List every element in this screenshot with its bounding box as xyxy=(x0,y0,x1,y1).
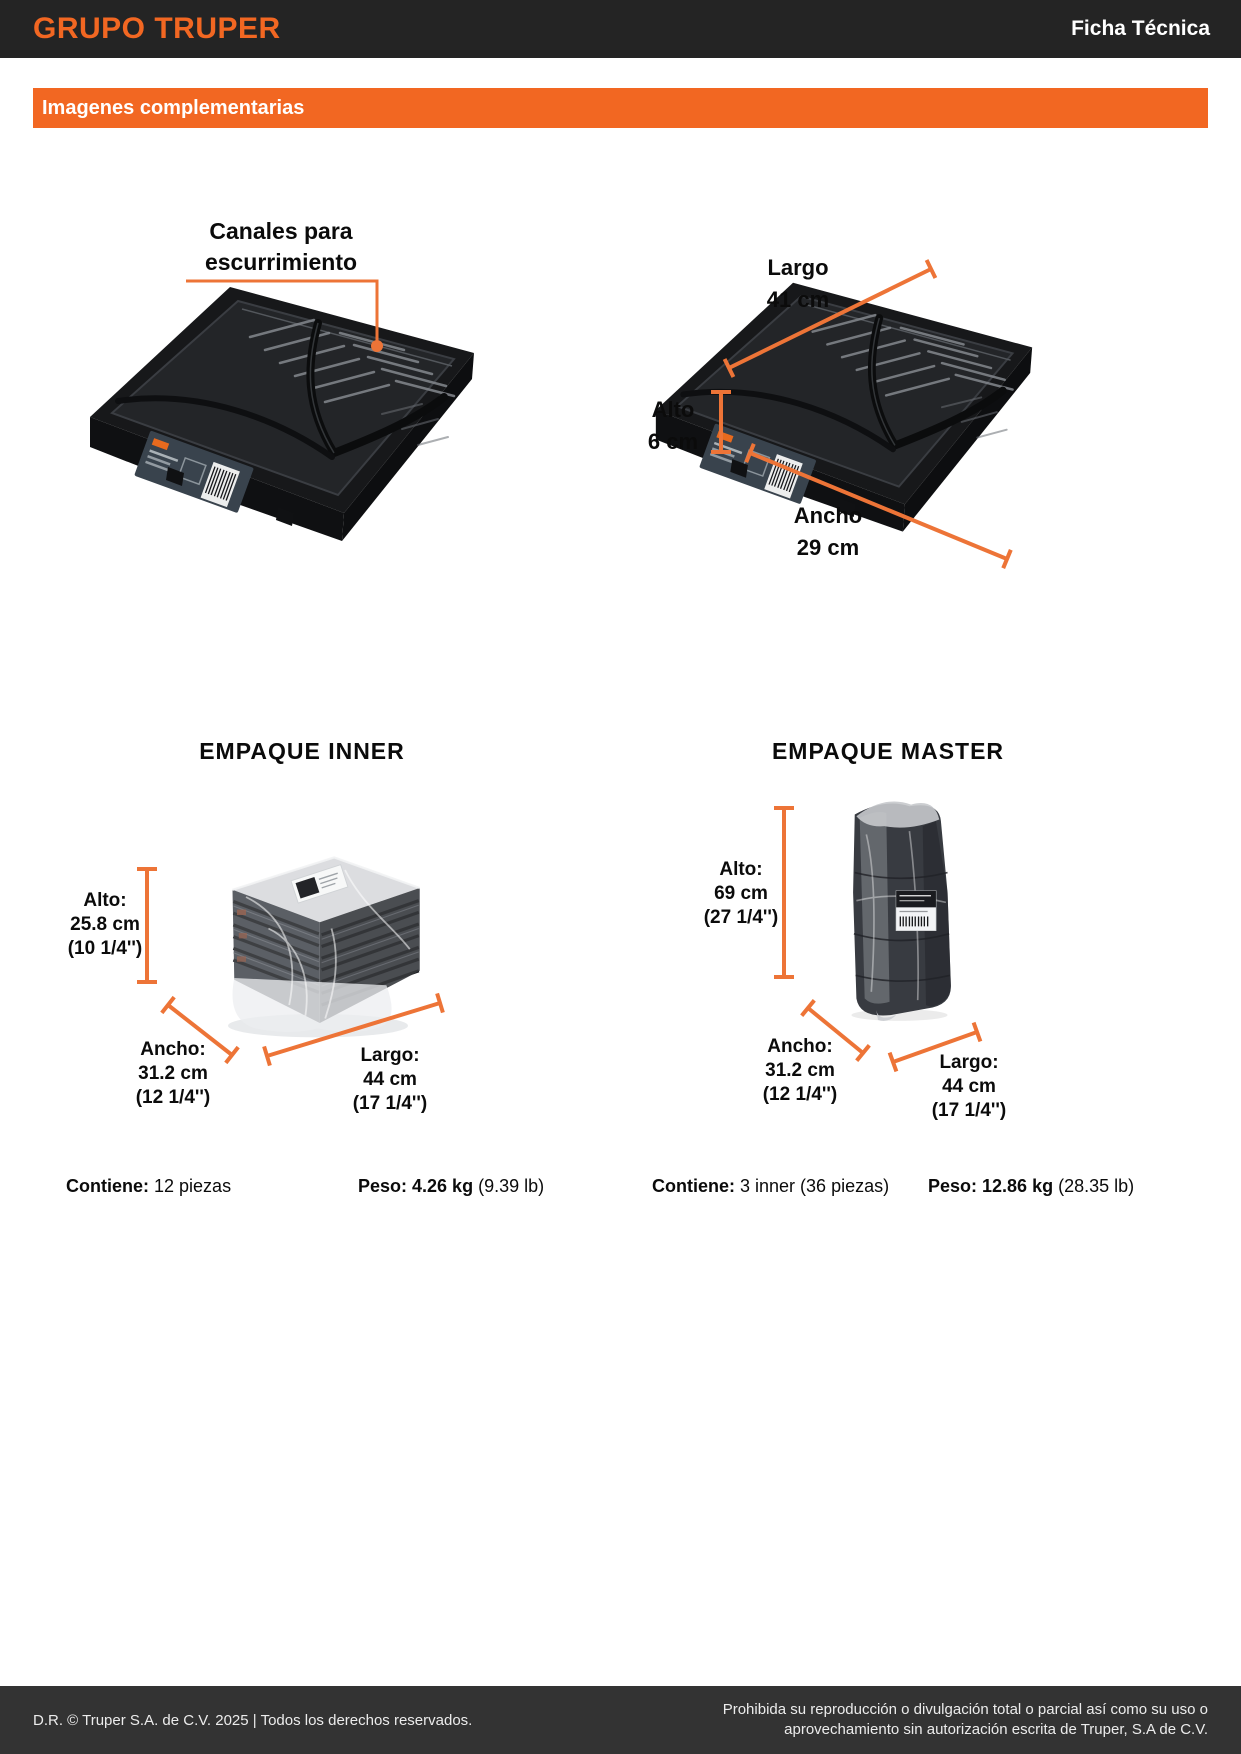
dim-largo-name: Largo xyxy=(767,255,829,280)
master-largo-cm: 44 cm xyxy=(942,1076,996,1097)
master-pack-illustration xyxy=(814,793,980,1025)
inner-ancho-name: Ancho: xyxy=(140,1039,206,1060)
dim-ancho-name: Ancho xyxy=(793,503,863,528)
inner-weight-row xyxy=(358,1176,544,1197)
inner-largo-in: (17 1/4'') xyxy=(352,1093,428,1114)
inner-pack-illustration xyxy=(175,843,443,1041)
inner-pack-title: EMPAQUE INNER xyxy=(199,738,405,764)
master-largo-name: Largo: xyxy=(939,1052,999,1073)
inner-alto-name: Alto: xyxy=(83,890,127,911)
footer-legal xyxy=(723,1700,1208,1740)
inner-largo-cm: 44 cm xyxy=(363,1069,417,1090)
footer-copyright: D.R. © Truper S.A. de C.V. 2025 | Todos los derechos reservados. xyxy=(33,1711,473,1729)
inner-alto-cm: 25.8 cm xyxy=(70,914,140,935)
inner-ancho-in: (12 1/4'') xyxy=(135,1087,211,1108)
master-alto-in: (27 1/4'') xyxy=(703,907,779,928)
section-banner-title: Imagenes complementarias xyxy=(42,96,305,119)
inner-contains-label: Contiene: xyxy=(66,1176,149,1196)
inner-weight-value: Peso: 4.26 kg xyxy=(358,1176,474,1196)
master-weight-note: (28.35 lb) xyxy=(1058,1176,1135,1196)
master-dim-ancho xyxy=(740,1035,860,1107)
dim-ancho-value: 29 cm xyxy=(796,535,860,560)
inner-contains-value: 12 piezas xyxy=(154,1176,232,1196)
callout-drain-channels xyxy=(171,216,391,278)
inner-largo-name: Largo: xyxy=(360,1045,420,1066)
master-ancho-name: Ancho: xyxy=(767,1036,833,1057)
header-bar xyxy=(0,0,1241,58)
master-ancho-in: (12 1/4'') xyxy=(762,1084,838,1105)
brand-logo: GRUPO TRUPER xyxy=(33,12,281,45)
inner-dim-largo xyxy=(330,1044,450,1116)
inner-ancho-cm: 31.2 cm xyxy=(138,1063,208,1084)
footer-legal-line-2: aprovechamiento sin autorización escrita de Truper, S.A de C.V. xyxy=(784,1721,1208,1738)
dim-alto-value: 6 cm xyxy=(647,429,699,454)
tray-illustration-left xyxy=(82,246,482,552)
master-pack-title: EMPAQUE MASTER xyxy=(771,738,1005,764)
inner-dim-ancho xyxy=(113,1038,233,1110)
document-type-label: Ficha Técnica xyxy=(1071,17,1210,40)
section-banner xyxy=(33,88,1208,128)
inner-dim-alto xyxy=(45,889,165,961)
callout-line-1: Canales para xyxy=(209,218,353,244)
master-largo-in: (17 1/4'') xyxy=(931,1100,1007,1121)
master-weight-row xyxy=(928,1176,1134,1197)
dim-largo-value: 41 cm xyxy=(766,287,830,312)
dim-alto-name: Alto xyxy=(651,397,695,422)
dim-label-alto-tray xyxy=(628,394,718,458)
master-contains-label: Contiene: xyxy=(652,1176,735,1196)
master-weight-value: Peso: 12.86 kg xyxy=(928,1176,1054,1196)
master-dim-alto xyxy=(681,858,801,930)
master-dim-largo xyxy=(908,1051,1030,1123)
inner-contains-row xyxy=(66,1176,231,1197)
master-alto-cm: 69 cm xyxy=(714,883,768,904)
inner-alto-in: (10 1/4'') xyxy=(67,938,143,959)
master-alto-name: Alto: xyxy=(719,859,763,880)
master-ancho-cm: 31.2 cm xyxy=(765,1060,835,1081)
footer-legal-line-1: Prohibida su reproducción o divulgación total o parcial así como su uso o xyxy=(722,1701,1208,1718)
dim-label-ancho-tray xyxy=(773,500,883,564)
master-contains-value: 3 inner (36 piezas) xyxy=(740,1176,890,1196)
footer-bar xyxy=(0,1686,1241,1754)
master-contains-row xyxy=(652,1176,889,1197)
callout-line-2: escurrimiento xyxy=(204,249,358,275)
dim-label-largo-tray xyxy=(748,252,848,316)
inner-weight-note: (9.39 lb) xyxy=(478,1176,545,1196)
